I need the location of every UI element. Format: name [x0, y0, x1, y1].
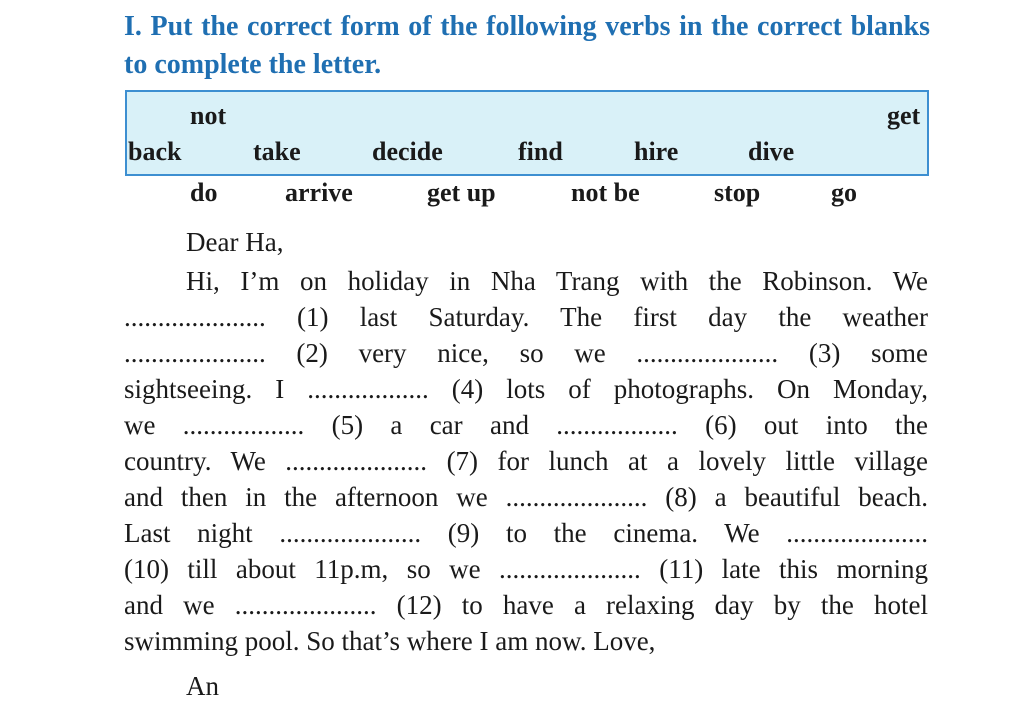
word-dive: dive [748, 137, 795, 166]
word-decide: decide [372, 137, 443, 166]
word-back: back [128, 137, 182, 166]
word-get-up: get up [427, 178, 496, 207]
letter-signature: An [186, 671, 219, 701]
word-not-be: not be [571, 178, 640, 207]
word-not: not [190, 101, 227, 130]
word-do: do [190, 178, 218, 207]
letter-line-3: ..................... (2) very nice, so we ..................... (3) some [124, 338, 928, 368]
letter-line-9: (10) till about 11p.m, so we ..................... (11) late this morning [124, 554, 928, 584]
letter-line-6: country. We ..................... (7) for lunch at a lovely little village [124, 446, 928, 476]
word-get: get [887, 101, 921, 130]
letter-line-5: we .................. (5) a car and .................. (6) out into the [124, 410, 928, 440]
letter-line-2: ..................... (1) last Saturday. The first day the weather [124, 302, 928, 332]
exercise-heading: I. Put the correct form of the following verbs in the correct blanks to complete the letter. [124, 11, 930, 80]
word-hire: hire [634, 137, 679, 166]
word-stop: stop [714, 178, 761, 207]
word-take: take [253, 137, 301, 166]
letter-line-11: swimming pool. So that’s where I am now. Love, [124, 626, 656, 656]
letter-salutation: Dear Ha, [186, 227, 284, 257]
letter-line-8: Last night ..................... (9) to the cinema. We ..................... [124, 518, 928, 548]
letter-line-4: sightseeing. I .................. (4) lots of photographs. On Monday, [124, 374, 928, 404]
letter-line-10: and we ..................... (12) to have a relaxing day by the hotel [124, 590, 928, 620]
word-go: go [831, 178, 857, 207]
word-arrive: arrive [285, 178, 353, 207]
letter-body [124, 263, 928, 659]
letter-line-7: and then in the afternoon we ..................... (8) a beautiful beach. [124, 482, 928, 512]
word-find: find [518, 137, 563, 166]
letter-line-1: Hi, I’m on holiday in Nha Trang with the Robinson. We [186, 266, 928, 296]
